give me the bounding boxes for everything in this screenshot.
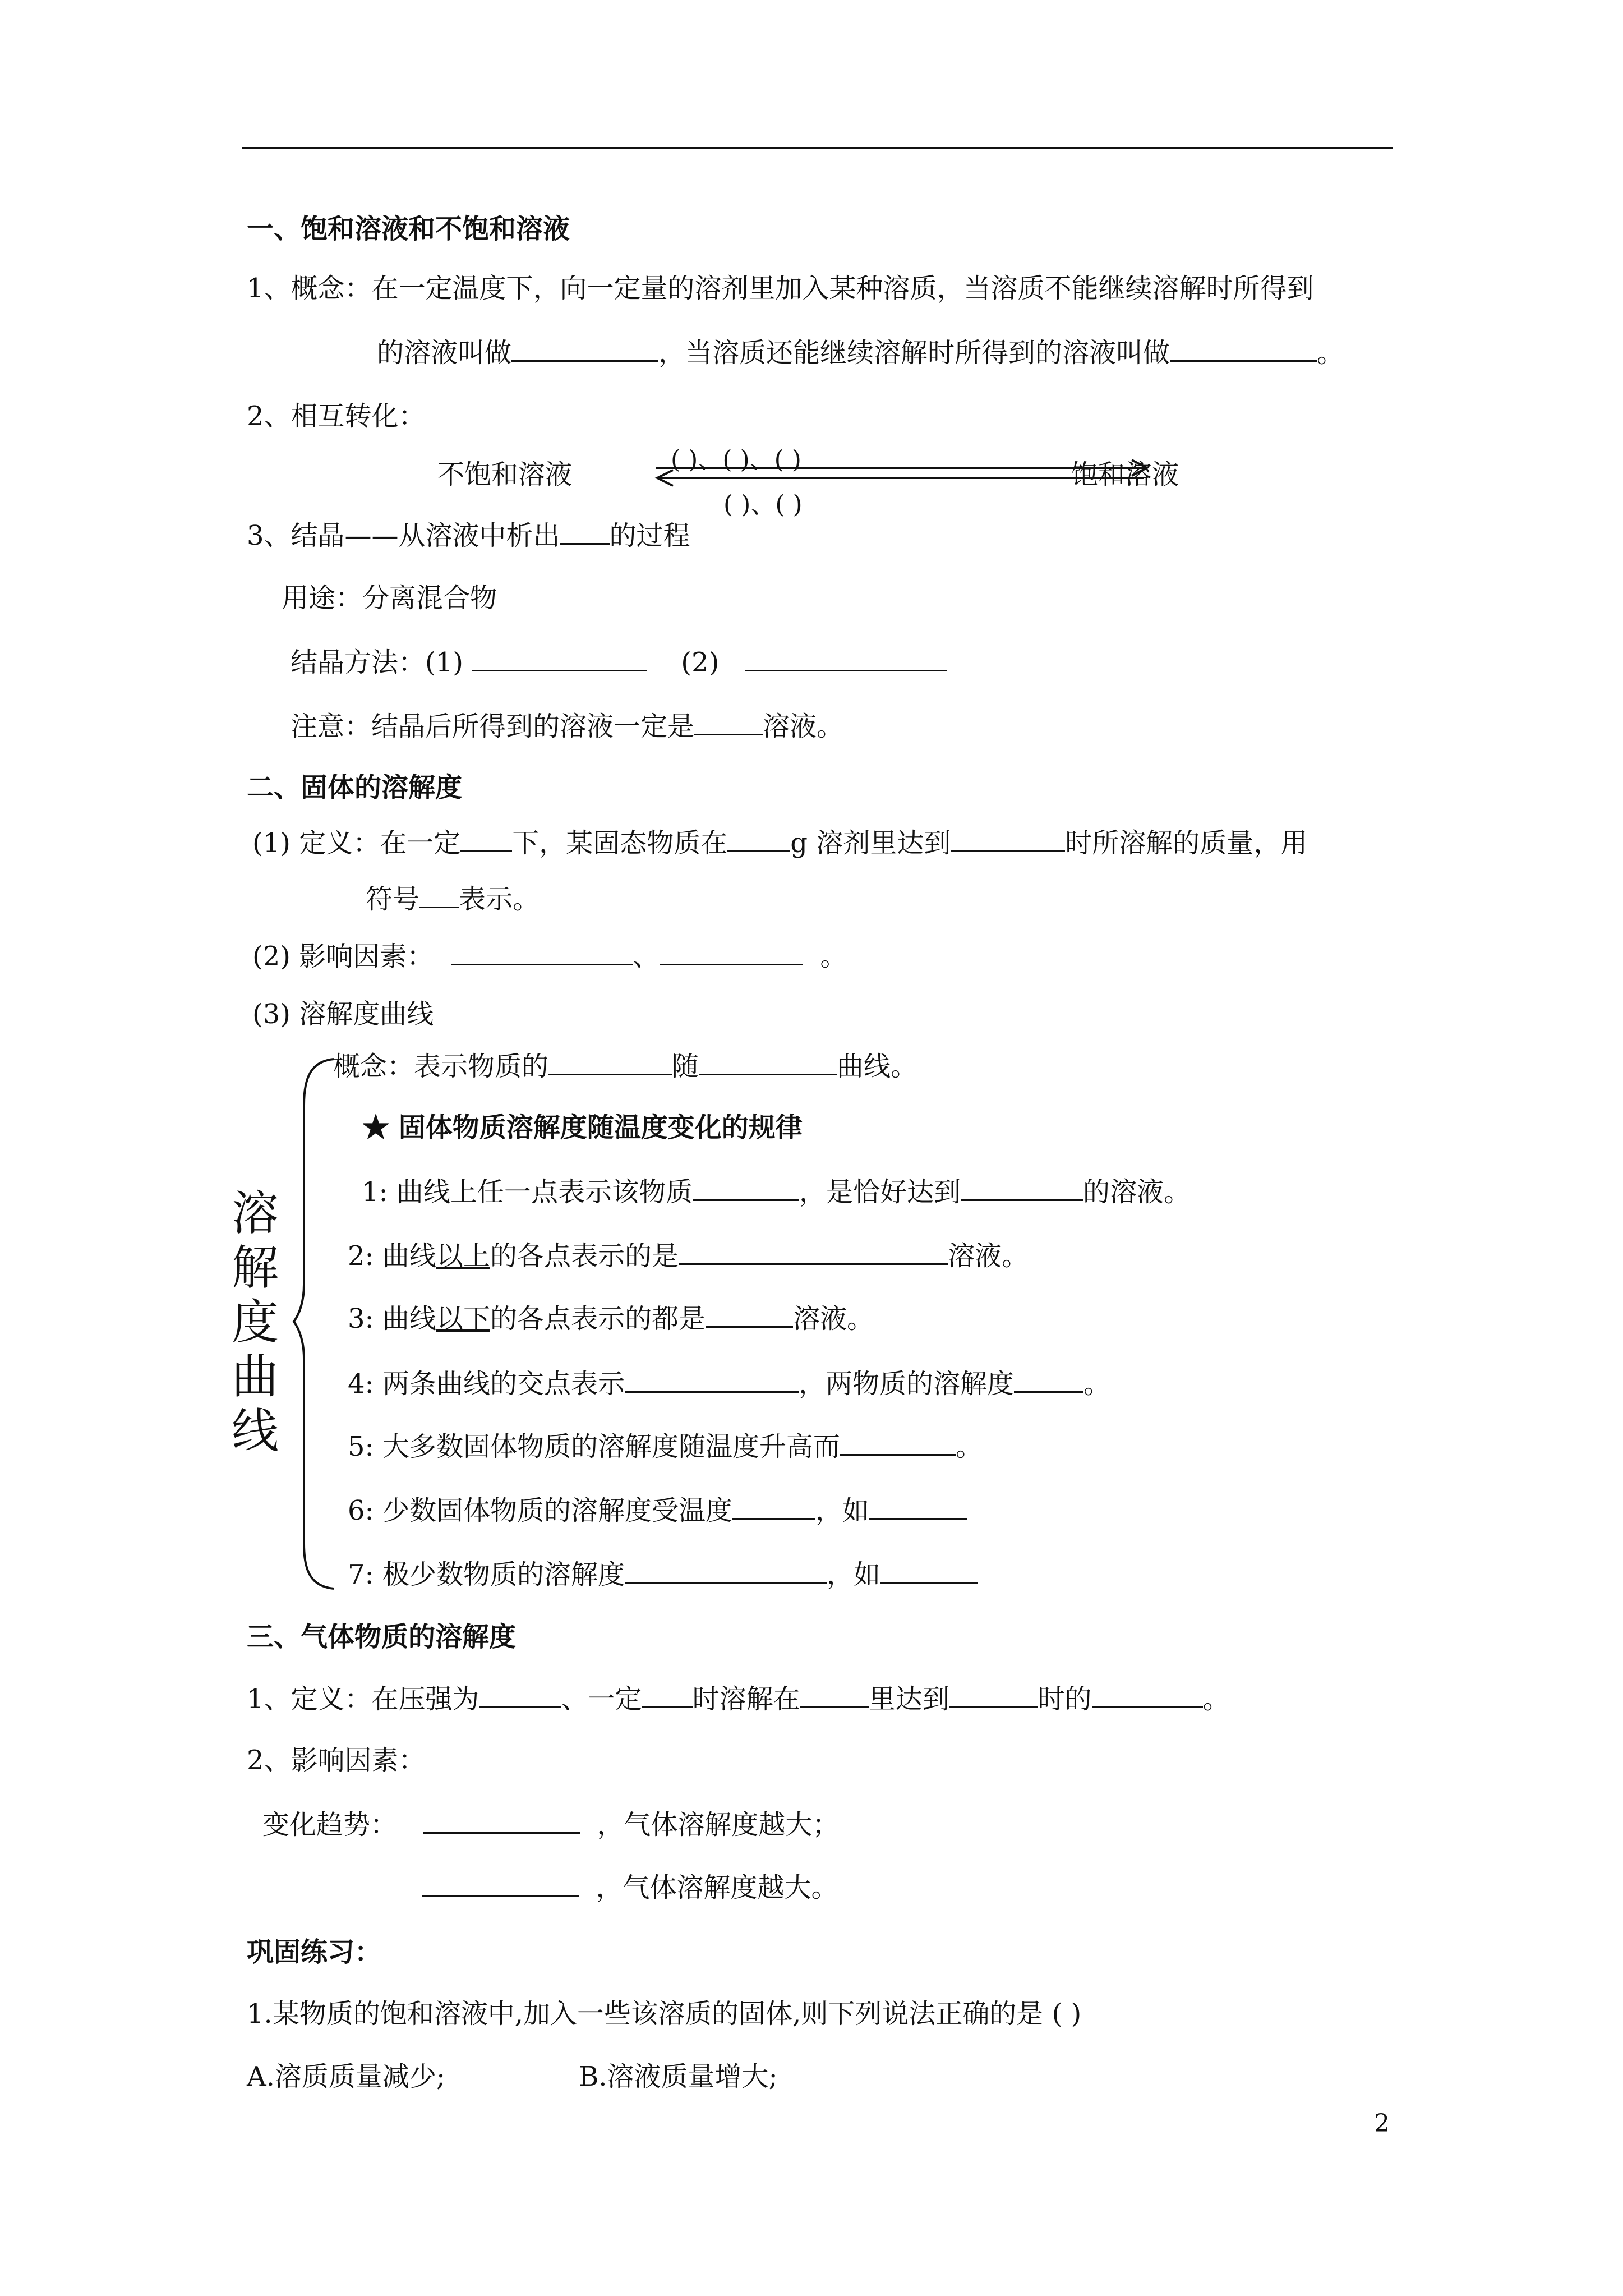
blank-gas-quantity[interactable] bbox=[1092, 1682, 1203, 1708]
definition-line-1: (1) 定义：在一定 下，某固态物质在 g 溶剂里达到 时所溶解的质量，用 bbox=[252, 826, 1307, 860]
blank-trend-1[interactable] bbox=[423, 1807, 580, 1834]
blank-def-temp[interactable] bbox=[460, 826, 512, 852]
method-line: 结晶方法：(1) (2) bbox=[291, 645, 947, 679]
conversion-arrows bbox=[651, 449, 1155, 499]
rule-2: 2: 曲线以上的各点表示的是 溶液。 bbox=[348, 1239, 1029, 1273]
blank-unsaturated[interactable] bbox=[1170, 335, 1317, 362]
blank-gas-state[interactable] bbox=[949, 1682, 1038, 1708]
blank-saturated[interactable] bbox=[511, 335, 658, 362]
trend-line-2: ，气体溶解度越大。 bbox=[422, 1870, 838, 1904]
blank-rule1-a[interactable] bbox=[693, 1175, 799, 1201]
rule-4: 4: 两条曲线的交点表示 ，两物质的溶解度 。 bbox=[348, 1366, 1110, 1401]
blank-rule5[interactable] bbox=[840, 1429, 956, 1456]
section2-heading: 二、固体的溶解度 bbox=[247, 772, 463, 803]
concept-line-2: 的溶液叫做 ，当溶质还能继续溶解时所得到的溶液叫做 。 bbox=[377, 335, 1344, 370]
gas-factors-label: 2、影响因素： bbox=[247, 1745, 426, 1776]
blank-rule3[interactable] bbox=[706, 1301, 793, 1328]
rule-6: 6: 少数固体物质的溶解度受温度 ，如 bbox=[348, 1493, 967, 1527]
blank-rule7-a[interactable] bbox=[625, 1557, 827, 1584]
rule-5: 5: 大多数固体物质的溶解度随温度升高而 。 bbox=[348, 1429, 983, 1464]
blank-factor-2[interactable] bbox=[660, 939, 803, 965]
blank-def-state[interactable] bbox=[951, 826, 1065, 852]
vertical-curve-title: 溶解度曲线 bbox=[231, 1186, 279, 1458]
page-number: 2 bbox=[1374, 2109, 1390, 2138]
blank-trend-2[interactable] bbox=[422, 1870, 579, 1897]
rule-1: 1: 曲线上任一点表示该物质 ，是恰好达到 的溶液。 bbox=[362, 1175, 1191, 1209]
option-a[interactable]: A.溶质质量减少; bbox=[247, 2061, 446, 2092]
curve-brace bbox=[292, 1055, 342, 1593]
curve-heading: (3) 溶解度曲线 bbox=[252, 999, 434, 1030]
blank-def-solvent[interactable] bbox=[727, 826, 790, 852]
forward-conditions: ( )、( )、( ) bbox=[671, 445, 801, 474]
blank-rule6-b[interactable] bbox=[869, 1493, 967, 1520]
question-1: 1.某物质的饱和溶液中,加入一些该溶质的固体,则下列说法正确的是 ( ) bbox=[247, 1998, 1082, 2030]
blank-note[interactable] bbox=[694, 709, 763, 735]
blank-factor-1[interactable] bbox=[451, 939, 633, 965]
crystallization-line: 3、结晶——从溶液中析出 的过程 bbox=[247, 518, 690, 553]
rule-3: 3: 曲线以下的各点表示的都是 溶液。 bbox=[348, 1301, 874, 1336]
blank-method-2[interactable] bbox=[745, 645, 947, 671]
section1-heading: 一、饱和溶液和不饱和溶液 bbox=[247, 213, 570, 245]
factors-line: (2) 影响因素： 、 。 bbox=[252, 939, 847, 973]
section3-heading: 三、气体物质的溶解度 bbox=[247, 1621, 517, 1653]
curve-concept-line: 概念：表示物质的 随 曲线。 bbox=[333, 1049, 917, 1083]
unsaturated-solution-label: 不饱和溶液 bbox=[437, 459, 573, 490]
star-rule-heading: ★ 固体物质溶解度随温度变化的规律 bbox=[362, 1112, 803, 1143]
concept-line-1: 1、概念：在一定温度下，向一定量的溶剂里加入某种溶质，当溶质不能继续溶解时所得到 bbox=[247, 273, 1314, 304]
saturated-solution-label: 饱和溶液 bbox=[1071, 459, 1179, 490]
blank-rule4-a[interactable] bbox=[625, 1366, 799, 1393]
blank-rule2[interactable] bbox=[679, 1239, 948, 1265]
blank-concept-2[interactable] bbox=[699, 1049, 837, 1075]
practice-heading: 巩固练习： bbox=[247, 1936, 382, 1968]
blank-rule7-b[interactable] bbox=[880, 1557, 978, 1584]
blank-def-symbol[interactable] bbox=[419, 882, 459, 908]
blank-concept-1[interactable] bbox=[548, 1049, 672, 1075]
blank-rule4-b[interactable] bbox=[1014, 1366, 1083, 1393]
blank-rule1-b[interactable] bbox=[961, 1175, 1083, 1201]
header-rule bbox=[242, 147, 1393, 149]
blank-gas-pressure[interactable] bbox=[479, 1682, 561, 1708]
gas-definition-line: 1、定义：在压强为 、一定 时溶解在 里达到 时的 。 bbox=[247, 1682, 1230, 1716]
blank-method-1[interactable] bbox=[472, 645, 647, 671]
use-line: 用途：分离混合物 bbox=[282, 582, 497, 614]
rule-7: 7: 极少数物质的溶解度 ，如 bbox=[348, 1557, 978, 1591]
reverse-conditions: ( )、( ) bbox=[723, 490, 803, 519]
definition-line-2: 符号 表示。 bbox=[366, 882, 540, 916]
blank-rule6-a[interactable] bbox=[732, 1493, 815, 1520]
note-line: 注意：结晶后所得到的溶液一定是 溶液。 bbox=[291, 709, 843, 743]
trend-line-1: 变化趋势： ，气体溶解度越大； bbox=[262, 1807, 839, 1842]
blank-crystallize[interactable] bbox=[560, 518, 610, 545]
conversion-label: 2、相互转化： bbox=[247, 401, 426, 432]
blank-gas-solvent[interactable] bbox=[800, 1682, 869, 1708]
blank-gas-temp[interactable] bbox=[642, 1682, 693, 1708]
option-b[interactable]: B.溶液质量增大; bbox=[579, 2061, 778, 2092]
